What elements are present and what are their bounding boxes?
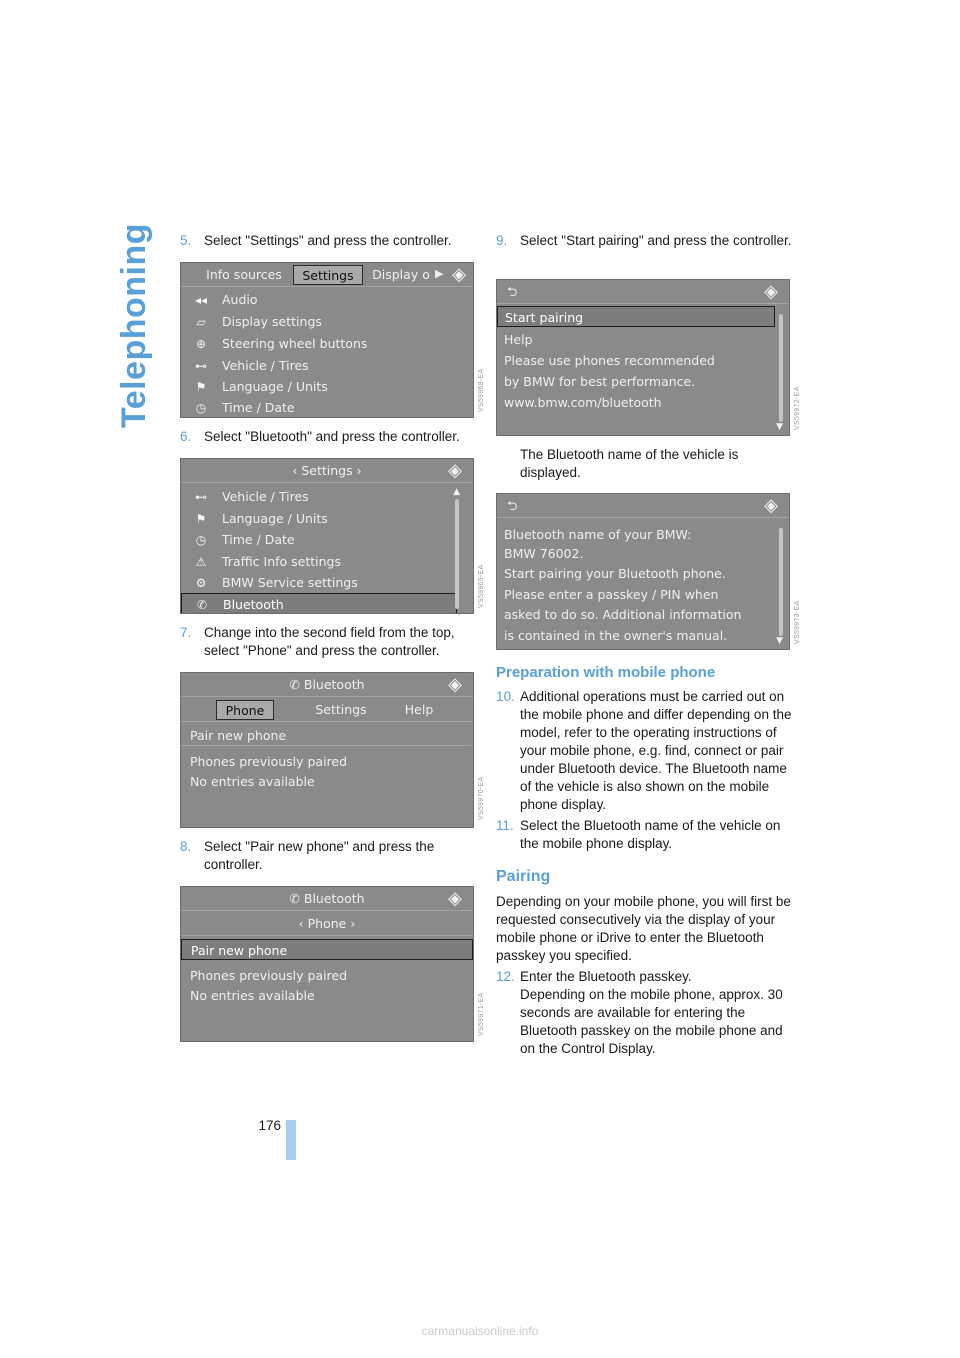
step-10: 10. Additional operations must be carried out on the mobile phone and differ depending on the model, refer to the operating instructions of your mobile phone, e.g. find, connect or pair under Bluetooth device. The Bluetooth name of the vehicle is also shown on the mobile phone display. — [496, 689, 792, 812]
pairing-intro: Depending on your mobile phone, you will first be requested consecutively via the display of your mobile phone or iDrive to enter the Bluetooth passkey you specified. — [496, 894, 791, 963]
tab-info-sources[interactable]: Info sources — [206, 267, 282, 282]
scroll-down-icon[interactable]: ▼ — [776, 422, 783, 432]
step-9: 9. Select "Start pairing" and press the controller. — [496, 233, 792, 248]
info-line: asked to do so. Additional information — [504, 607, 742, 622]
image-code: VS59972-EA — [794, 386, 801, 430]
scrollbar[interactable] — [779, 314, 783, 422]
service-icon: ⚙ — [195, 576, 207, 590]
screen-header: ‹ Settings › — [292, 463, 362, 478]
screen-header: ✆ Bluetooth — [289, 677, 365, 692]
controller-knob-icon: ◈ — [448, 674, 462, 695]
tab-phone[interactable]: Phone — [216, 700, 274, 720]
menu-item-traffic-info[interactable]: ⚠ Traffic Info settings — [181, 551, 451, 572]
image-code: VS59970-EA — [478, 776, 485, 820]
header-bar — [497, 280, 789, 304]
menu-item-display-settings[interactable]: ▱ Display settings — [181, 311, 461, 332]
steering-wheel-icon: ⊕ — [195, 337, 207, 351]
image-code: VS59968-EA — [478, 368, 485, 412]
image-code: VS59969-EA — [478, 564, 485, 608]
image-code: VS59971-EA — [478, 992, 485, 1036]
note-bluetooth-name: The Bluetooth name of the vehicle is displayed. — [520, 447, 739, 480]
tab-bar — [181, 698, 473, 722]
page-marker-bar — [286, 1120, 296, 1160]
car-icon: ⊷ — [195, 490, 207, 504]
controller-knob-icon: ◈ — [764, 281, 778, 302]
menu-item-vehicle-tires[interactable]: ⊷ Vehicle / Tires — [181, 355, 461, 376]
bluetooth-phone-icon: ✆ — [196, 598, 208, 612]
menu-item-help[interactable]: Help — [504, 332, 533, 347]
header-bar — [181, 673, 473, 697]
menu-item-pair-new-phone[interactable]: Pair new phone — [181, 725, 471, 746]
audio-icon: ◂◂ — [194, 293, 208, 307]
scrollbar[interactable] — [455, 499, 459, 609]
tab-settings[interactable]: Settings — [315, 702, 367, 717]
info-url: www.bmw.com/bluetooth — [504, 395, 662, 410]
controller-knob-icon: ◈ — [764, 495, 778, 516]
screen-subheader[interactable]: ‹ Phone › — [298, 916, 356, 931]
bluetooth-phone-icon: ✆ — [289, 891, 304, 906]
tab-bar — [181, 263, 473, 287]
bluetooth-phone-icon: ✆ — [289, 677, 304, 692]
menu-item-bluetooth[interactable]: ✆ Bluetooth — [181, 593, 457, 614]
heading-pairing: Pairing — [496, 868, 551, 885]
heading-preparation: Preparation with mobile phone — [496, 664, 716, 681]
no-entries-label: No entries available — [190, 988, 315, 1003]
screen-start-pairing — [496, 279, 790, 436]
car-icon: ⊷ — [195, 359, 207, 373]
controller-knob-icon: ◈ — [452, 264, 466, 285]
screen-bluetooth-name — [496, 493, 790, 650]
menu-item-start-pairing[interactable]: Start pairing — [497, 306, 775, 327]
tab-display[interactable]: Display o — [372, 267, 430, 282]
info-line: is contained in the owner's manual. — [504, 628, 728, 643]
menu-item-time-date[interactable]: ◷ Time / Date — [181, 397, 461, 418]
controller-knob-icon: ◈ — [448, 888, 462, 909]
display-icon: ▱ — [196, 315, 206, 329]
info-line: Please enter a passkey / PIN when — [504, 587, 719, 602]
tab-next-arrow-icon[interactable]: ▶ — [435, 267, 444, 280]
screen-settings-list — [180, 458, 474, 614]
back-icon[interactable]: ⮌ — [507, 499, 518, 514]
flag-icon: ⚑ — [195, 380, 207, 394]
step-6: 6. Select "Bluetooth" and press the controller. — [180, 429, 460, 444]
image-code: VS59973-EA — [794, 600, 801, 644]
tab-settings[interactable]: Settings — [293, 265, 363, 285]
step-11: 11. Select the Bluetooth name of the vehicle on the mobile phone display. — [496, 818, 781, 851]
controller-knob-icon: ◈ — [448, 460, 462, 481]
scrollbar[interactable] — [779, 528, 783, 636]
back-icon[interactable]: ⮌ — [507, 285, 518, 300]
step-8: 8. Select "Pair new phone" and press the controller. — [180, 839, 435, 872]
subheader-bar — [181, 912, 473, 936]
info-line: Start pairing your Bluetooth phone. — [504, 566, 726, 581]
info-line: Please use phones recommended — [504, 353, 715, 368]
screen-bluetooth-phone — [180, 886, 474, 1042]
info-line: by BMW for best performance. — [504, 374, 696, 389]
clock-icon: ◷ — [195, 533, 207, 547]
step-5: 5. Select "Settings" and press the controller. — [180, 233, 452, 248]
clock-icon: ◷ — [195, 401, 207, 415]
page-number: 176 — [258, 1118, 281, 1133]
tab-help[interactable]: Help — [404, 702, 434, 717]
menu-item-phones-paired[interactable]: Phones previously paired — [190, 754, 348, 769]
section-title: Telephoning — [115, 222, 154, 428]
info-line: Bluetooth name of your BMW: — [504, 527, 692, 542]
scroll-down-icon[interactable]: ▼ — [776, 636, 783, 646]
screen-header: ✆ Bluetooth — [289, 891, 365, 906]
menu-item-time-date[interactable]: ◷ Time / Date — [181, 529, 451, 550]
screen-settings-menu — [180, 262, 474, 418]
menu-item-phones-paired[interactable]: Phones previously paired — [190, 968, 348, 983]
flag-icon: ⚑ — [195, 512, 207, 526]
header-bar — [497, 494, 789, 518]
step-12: 12. Enter the Bluetooth passkey. Depending on the mobile phone, approx. 30 seconds are available for entering the Bluetooth passkey on the mobile phone and on the Control Display. — [496, 969, 783, 1056]
no-entries-label: No entries available — [190, 774, 315, 789]
menu-item-steering-wheel[interactable]: ⊕ Steering wheel buttons — [181, 333, 461, 354]
screen-bluetooth-tabs — [180, 672, 474, 828]
menu-item-vehicle-tires[interactable]: ⊷ Vehicle / Tires — [181, 486, 451, 507]
menu-item-bmw-service[interactable]: ⚙ BMW Service settings — [181, 572, 451, 593]
menu-item-language-units[interactable]: ⚑ Language / Units — [181, 376, 461, 397]
header-bar — [181, 887, 473, 911]
watermark: carmanualsonline.info — [421, 1324, 539, 1338]
menu-item-language-units[interactable]: ⚑ Language / Units — [181, 508, 451, 529]
scroll-up-icon[interactable]: ▲ — [453, 487, 460, 497]
warning-icon: ⚠ — [195, 555, 207, 569]
header-bar — [181, 459, 473, 483]
menu-item-pair-new-phone[interactable]: Pair new phone — [181, 939, 473, 960]
step-7: 7. Change into the second field from the top, select "Phone" and press the controller. — [180, 625, 455, 658]
menu-item-audio[interactable]: ◂◂ Audio — [181, 289, 461, 310]
bluetooth-name-value: BMW 76002. — [504, 546, 584, 561]
